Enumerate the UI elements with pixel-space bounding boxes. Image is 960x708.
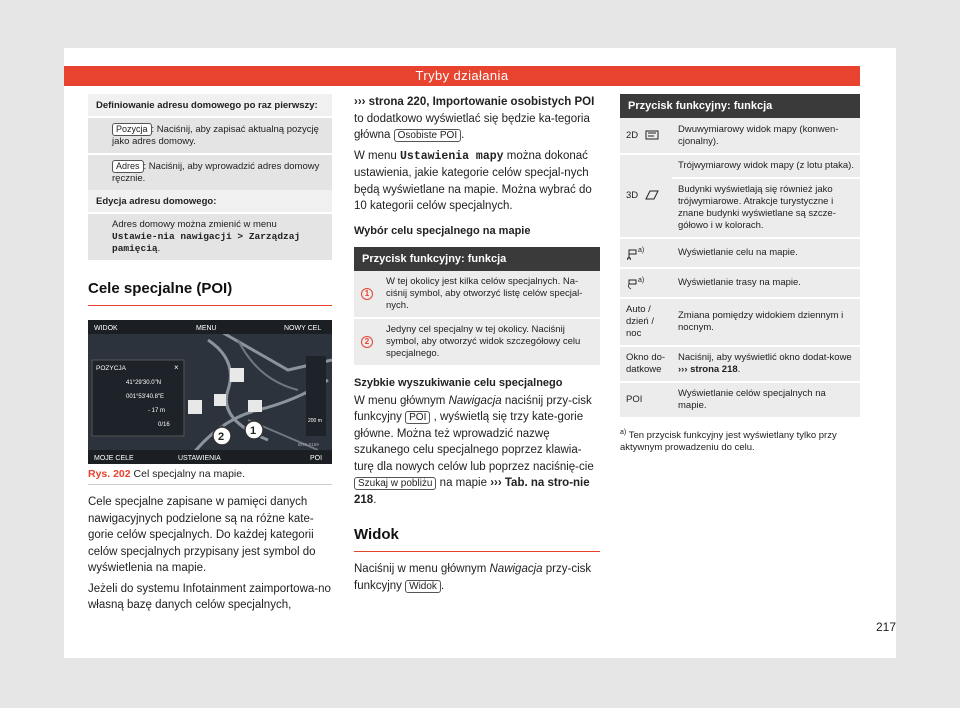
def-row2-text: : Naciśnij, aby wprowadzić adres domowy ręcznie. [112,161,320,184]
row-key [620,268,672,298]
footnote-text: Ten przycisk funkcyjny jest wyświetlany tylko przy aktywnym prowadzeniu do celu. [620,430,837,454]
parking-marker[interactable] [188,400,202,414]
import-end: . [461,129,465,141]
altitude: - 17 m [148,408,166,414]
figure-caption [88,468,332,485]
key-3d: 3D [626,190,639,201]
callout-number-1: 1 [361,288,373,300]
table-row [620,118,860,154]
footnote-ref: a) [638,277,645,285]
callout-1: 1 [250,425,257,437]
page-link[interactable]: ››› strona 218 [678,364,738,375]
qs-end: . [373,493,377,506]
view-end: . [440,579,445,592]
home-address-box [88,94,332,260]
map-screenshot [88,320,332,464]
map-poi-button[interactable]: POI [310,455,323,462]
qs-text: , wyświetlą się trzy kate-gorie główne. Można też wprowadzić nazwę szukanego celu specjalnego poprzez klawia-turę dla nowych celów lub poprzez naciśnię-cie [354,411,594,473]
poi-key: POI [405,411,430,424]
route-flag-icon [626,278,638,290]
column-1 [88,94,332,614]
section-title-view: Widok [354,526,600,552]
subhead-select-poi: Wybór celu specjalnego na mapie [354,224,531,237]
map-settings-button[interactable]: USTAWIENIA [178,455,221,462]
table-row [620,238,860,268]
qs-pre: W menu głównym [354,394,449,407]
footnote-ref: a) [638,247,645,255]
edit-text: Adres domowy można zmienić w menu [112,219,277,230]
table-row [620,154,860,178]
caption-text: Cel specjalny na mapie. [133,468,246,480]
chapter-header: Tryby działania [64,66,860,86]
row-key: Okno do-datkowe [620,346,672,382]
view-pre: Naciśnij w menu głównym [354,563,490,575]
view-3d-icon [645,190,659,200]
column-2 [354,94,600,594]
row-text: Trójwymiarowy widok mapy (z lotu ptaka). [672,154,860,178]
view-function-table [620,94,860,419]
row-key: POI [620,382,672,418]
poi-map-table [354,247,600,367]
view-mid: przy-cisk funkcyjny [354,563,592,592]
import-text: to dodatkowo wyświetlać się będzie ka-tegoria główna [354,112,590,141]
row-text-2: Budynki wyświetlają się również jako trójwymiarowe. Atrakcje turystyczne i znane budynki wyświetlane są szcze-gółowo i w kolorach. [672,178,860,238]
import-link[interactable]: ››› strona 220, Importowanie osobistych POI [354,96,595,108]
edit-menu-path: Ustawie-nia nawigacji > Zarządzaj pamięcią [112,231,301,254]
callout-number-2: 2 [361,336,373,348]
map-settings-pre: W menu [354,149,401,162]
table-row [354,271,600,318]
key-2d: 2D [626,129,639,141]
poi-table-header: Przycisk funkcyjny: funkcja [354,247,600,271]
row-text-main: Naciśnij, aby wyświetlić okno dodat-kowe [678,352,852,363]
search-nearby-key: Szukaj w pobliżu [354,477,436,490]
row-text: Wyświetlanie trasy na mapie. [672,268,860,298]
page-number: 217 [876,620,897,634]
map-settings-paragraph [354,148,600,215]
row-key [620,154,672,238]
caption-label: Rys. 202 [88,468,131,480]
row-key [354,271,380,318]
longitude: 001°53'40.8"E [126,394,165,400]
address-key: Adres [112,160,144,173]
qs-text2: na mapie [436,477,491,489]
view-paragraph [354,561,600,594]
row-key [620,118,672,154]
view-table-header: Przycisk funkcyjny: funkcja [620,94,860,118]
poi-marker-b[interactable] [230,368,244,382]
import-paragraph [354,94,600,144]
quick-search-paragraph [354,393,600,509]
def-row-address [88,153,332,190]
edit-row [88,212,332,260]
position-panel-title: POZYCJA [96,365,126,372]
def-row1-text: : Naciśnij, aby zapisać aktualną pozycję jako adres domowy. [112,124,319,147]
map-my-targets-button[interactable]: MOJE CELE [94,455,134,462]
poi-paragraph-1: Cele specjalne zapisane w pamięci danych nawigacyjnych podzielone są na różne kate-gorie celów specjalnych. Do każdej kategorii celów specjalnych przypisany jest symbol do wyświetlenia na mapie. [88,496,316,574]
map-menu-button[interactable]: MENU [196,325,217,332]
position-key: Pozycja [112,123,152,136]
table-row [620,382,860,418]
zoom-panel [306,356,326,436]
row-text: Wyświetlanie celu na mapie. [672,238,860,268]
row-text: Zmiana pomiędzy widokiem dziennym i nocnym. [672,298,860,346]
map-scale: 200 m [308,418,322,424]
map-settings-menu: Ustawienia mapy [400,149,504,163]
row-text: Jedyny cel specjalny w tej okolicy. Naciśnij symbol, aby otworzyć widok szczegółowy celu specjalnego. [380,318,600,366]
row-text: Wyświetlanie celów specjalnych na mapie. [672,382,860,418]
view-key: Widok [405,580,441,593]
table-row [620,346,860,382]
poi-paragraph-2: Jeżeli do systemu Infotainment zaimportowa-no własną bazę danych celów specjalnych, [88,582,331,611]
table-row [620,268,860,298]
manual-page [64,48,896,658]
row-text [672,346,860,382]
table-link[interactable]: ››› Tab. na stro-nie 218 [354,477,590,506]
row-key [354,318,380,366]
row-key: Auto / dzień / noc [620,298,672,346]
view-nav: Nawigacja [489,563,543,575]
map-settings-text: można dokonać ustawienia, jakie kategorie celów specjal-nych będą wyświetlane na mapie. Można wybrać do 10 kategorii celów specjalnych. [354,149,592,212]
table-row [354,318,600,366]
figure-code: BRS-0159 [298,442,319,447]
column-3 [620,94,860,454]
satellite-count: 0/16 [158,422,170,428]
footnote-mark: a) [620,429,627,436]
poi-marker-cluster[interactable] [248,400,262,412]
target-flag-icon [626,248,638,260]
table-row [620,298,860,346]
edit-heading: Edycja adresu domowego: [96,196,217,207]
map-new-target-button[interactable]: NOWY CEL [284,325,322,332]
section-title-poi: Cele specjalne (POI) [88,280,332,306]
poi-marker-single[interactable] [214,394,226,406]
latitude: 41°29'30.0"N [126,380,162,386]
row-text: W tej okolicy jest kilka celów specjalnych. Na-ciśnij symbol, aby otworzyć listę celów specjal-nych. [380,271,600,318]
row-text-end: . [737,364,741,375]
subhead-quick-search: Szybkie wyszukiwanie celu specjalnego [354,376,563,389]
map-figure [88,320,332,464]
row-key [620,238,672,268]
edit-end: . [157,243,161,254]
map-view-button[interactable]: WIDOK [94,325,118,332]
callout-2: 2 [218,431,225,443]
close-icon[interactable]: × [174,363,179,372]
personal-poi-key: Osobiste POI [394,129,461,142]
qs-nav: Nawigacja [448,394,502,407]
def-row-position [88,116,332,153]
footnote [620,427,860,454]
def-heading: Definiowanie adresu domowego po raz pierwszy: [96,100,318,111]
view-2d-icon [645,130,659,140]
qs-mid: naciśnij przy-cisk funkcyjny [354,394,592,423]
row-text: Dwuwymiarowy widok mapy (konwen-cjonalny). [672,118,860,154]
